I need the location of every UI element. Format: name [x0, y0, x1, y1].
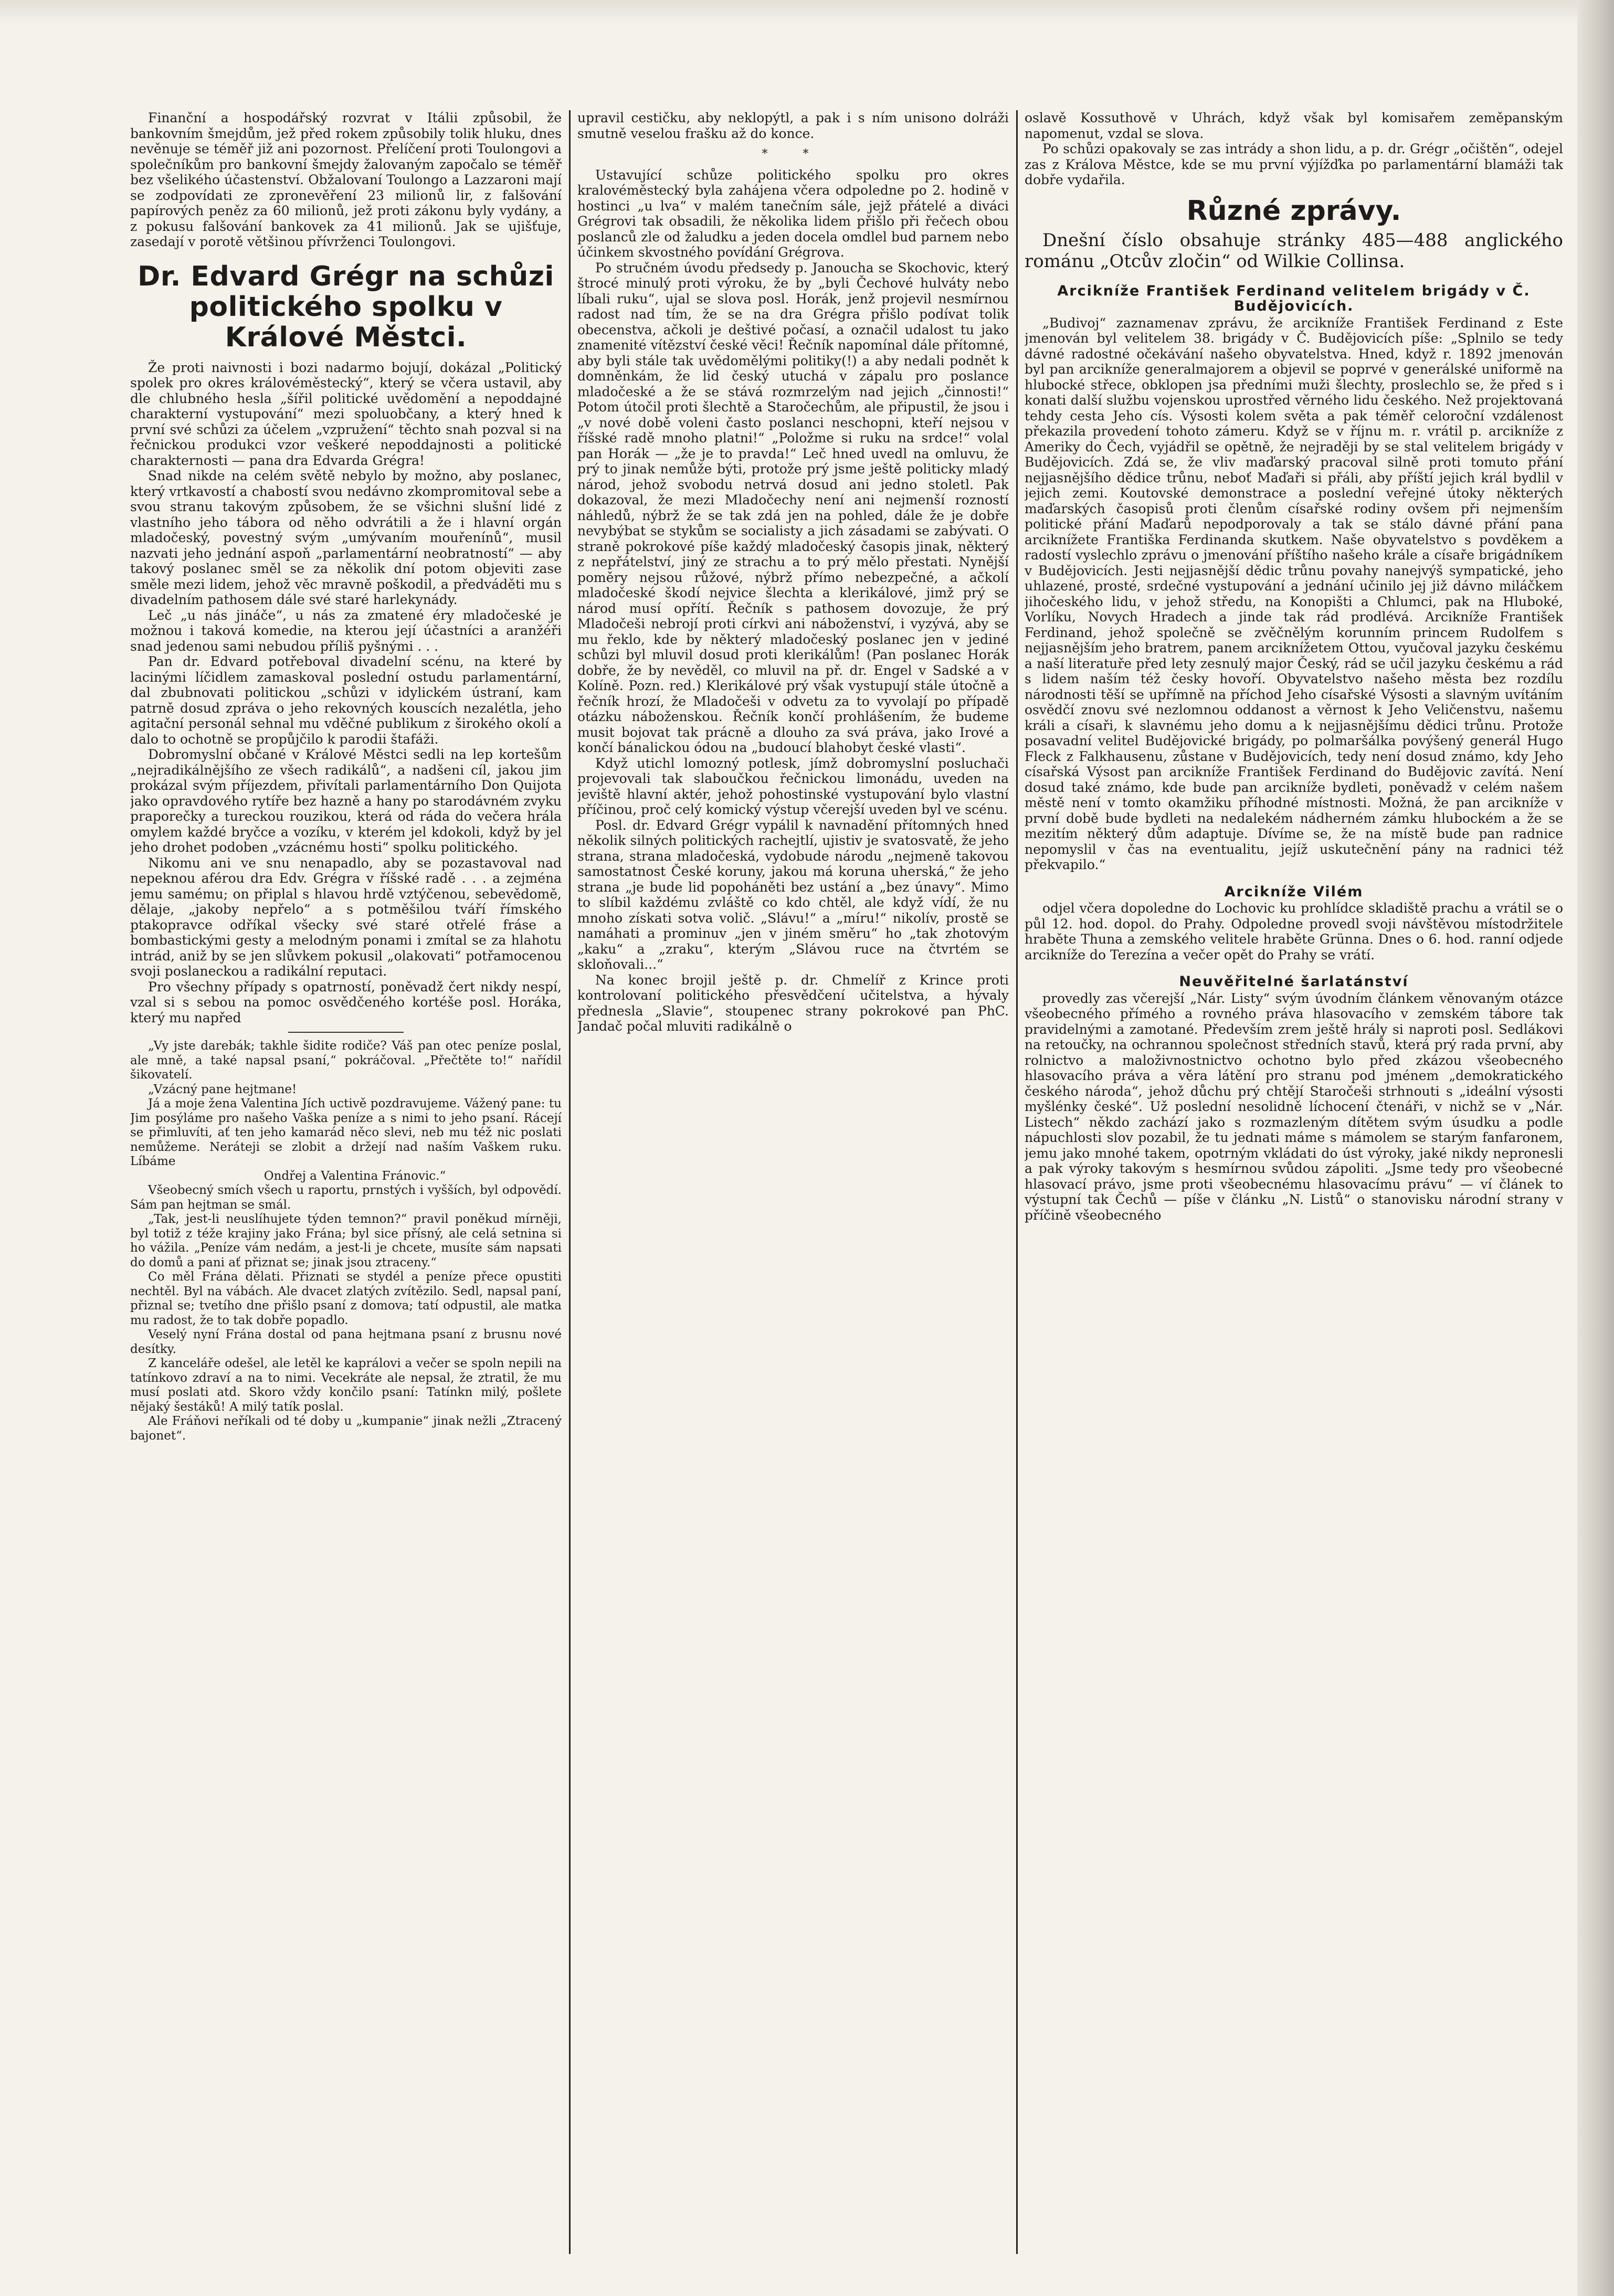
scan-top-edge [0, 0, 1577, 25]
scan-right-edge [1577, 0, 1614, 2296]
story-signature: Ondřej a Valentina Fránovic.“ [263, 1169, 446, 1183]
article-paragraph: Leč „u nás jináče“, u nás za zmatené éry mladočeské je možnou i taková komedie, na kterou její účastníci a aranžéři snad jedenou sami nebudou příliš pyšnými . . . [130, 607, 562, 654]
news-subheading: Arcikníže Vilém [1224, 883, 1364, 900]
news-paragraph: „Budivoj“ zaznamenav zprávu, že arcikníže František Ferdinand z Este jmenován byl velitelem 38. brigády v Č. Budějovicích píše: „Splnilo se tedy dávné radostné očekávání našeho obyvatelstva. Hned, když r. 1892 jmenován byl pan arcikníže generalmajorem a objevil se poprvé v generálské uniformě na hlubocké střece, obklopen jsa předními muži šlechty, proslechlo se, že před s i konati další službu vojenskou uprostřed věrného lidu českého. Než projektovaná tehdy cesta Jeho cís. Výsosti kolem světa a pak téměř celoroční vzdálenost překazila provedení tohoto zámeru. Když se v říjnu m. r. vrátil p. arcikníže z Ameriky do Čech, vyjádřil se opětně, že nejraději by se stal velitelem brigády v Budějovicích. Zdá se, že vliv maďarský pracoval silně proti tomuto přání nejjasnějšího dědice trůnu, neboť Maďaři si přáli, aby příští jejich král bydlil v jejich zemi. Koutovské demonstrace a poslední veřejné útoky některých maďarských časopisů proti členům císařské rodiny ovšem při nejmenším politické přání Maďarů nepodporovaly a tak se stálo dávné přání pana arciknížete Františka Ferdinanda skutkem. Naše obyvatelstvo s povděkem a radostí vyslechlo zprávu o jmenování příštího našeho krále a císaře brigádníkem v Budějovicích. Jesti nejjasnější dědic trůnu povahy nanejvýš sympatické, jeho uhlazené, prosté, srdečné vystupování a jednání učinilo jej již dávno miláčkem jihočeského lidu, v jehož středu, na Konopišti a Chlumci, pak na Hluboké, Vorlíku, Novych Hradech a jinde tak rád prodlévá. Arcikníže František Ferdinand, jehož společně se zvěčnělým korunním princem Rudolfem s nejjasnějším jeho bratrem, panem arciknížetem Ottou, vyučoval jazyku českému a naší literatuře před lety zesnulý major Český, rád se učil jazyku českému a rád s lidem naším též česky hovoří. Obyvatelstvo našeho města bez rozdílu národnosti těší se upřímně na příchod Jeho císařské Výsosti a slavným uvítáním osvědčí znovu své nezlomnou oddanost a věrnost k Jeho Veličenstvu, našemu králi a císaři, k slavnému jeho domu a k nejjasnějšímu dědici trůnu. Protože posavadní velitel Budějovické brigády, po polmaršálka povýšený generál Hugo Fleck z Falkhausenu, zůstane v Budějovicích, tedy není dosud známo, kdy Jeho císařská Výsost pan arcikníže František Ferdinand do Budějovic zavítá. Není dosud také známo, kde bude pan arcikníže bydleti, poněvadž v celém našem městě není v tomto okamžiku příhodné místnosti. Možná, že pan arcikníže v první době bude bydleti na nedalekém nádherném zámku hlubockém a že se mezitím některý dům adaptuje. Dívíme se, že na místě bude pan radnice nepomyslil v čas na eventualitu, jejíž uskutečnění pány na radnici též překvapilo.“ [1025, 315, 1563, 872]
story-paragraph: Já a moje žena Valentina Jích uctivě pozdravujeme. Vážený pane: tu Jim posýláme pro našeho Vaška peníze a s nimi to jeho psaní. Rácejí se přimluvíti, ať ten jeho kamarád něco slevi, neb mu též nic poslati nemůžeme. Neráteji se zlobit a držejí nad naším Vaškem ruku. Líbáme [130, 1097, 562, 1168]
column-2 [577, 110, 1009, 2254]
column-rule [1016, 110, 1018, 2254]
article-paragraph: Na konec brojil ještě p. dr. Chmelíř z Krince proti kontrolovaní politického přesvědčení učitelstva, a hývaly přednesla „Slavie“, stoupenec strany pokrokové pan PhC. Jandač počal mluviti radikálně o [577, 972, 1009, 1034]
article-paragraph: Dobromyslní občané v Králové Městci sedli na lep kortešům „nejradikálnějšího ze všech radikálů“, a nadšeni cíl, jakou jim prokázal svým příjezdem, přivítali parlamentárního Don Quijota jako opravdového rytíře bez hazně a hany po starodávném zvyku praporečky a tureckou rouzikou, která od ráda do večera hrála omylem každé bryčce a vozíku, v kterém jel kdokoli, když by jel jeho drohet podoben „vzácnému hosti“ spolku politického. [130, 747, 562, 855]
section-title: Různé zprávy. [1186, 195, 1401, 227]
column-rule [569, 110, 571, 2254]
story-paragraph: Ale Fráňovi neříkali od té doby u „kumpanie“ jinak nežli „Ztracený bajonet“. [130, 1414, 562, 1443]
feuilleton-story [130, 1039, 562, 1443]
story-paragraph: Z kanceláře odešel, ale letěl ke kaprálovi a večer se spoln nepili na tatínkovo zdraví a na to nimi. Vecekráte ale nepsal, že ztratil, že mu musí poslati atd. Skoro vždy končilo psaní: Tatínkn milý, pošlete nějaký šestáků! A milý tatík poslal. [130, 1357, 562, 1414]
story-paragraph: Veselý nyní Frána dostal od pana hejtmana psaní z brusnu nové desítky. [130, 1328, 562, 1356]
article-paragraph: upravil cestičku, aby neklopýtl, a pak i s ním unisono dolráži smutně veselou frašku až do konce. [577, 110, 1009, 141]
asterism: * * [762, 147, 825, 161]
column-1 [130, 110, 562, 2254]
news-subheading: Arcikníže František Ferdinand velitelem brigády v Č. Budějovicích. [1057, 282, 1531, 314]
story-paragraph: „Vzácný pane hejtmane! [148, 1082, 297, 1096]
article-paragraph: Pro všechny případy s opatrností, poněvadž čert nikdy nespí, vzal si s sebou na pomoc osvědčeného kortéše posl. Horáka, který mu napřed [130, 979, 562, 1025]
gregr-headline: Dr. Edvard Grégr na schůzi politického spolku v Králové Městci. [138, 260, 554, 353]
separator-rule [288, 1032, 404, 1033]
story-paragraph: Všeobecný smích všech u raportu, prnstých i vyšších, byl odpovědí. Sám pan hejtman se smál. [130, 1183, 562, 1212]
article-paragraph: Že proti naivnosti i bozi nadarmo bojují, dokázal „Politický spolek pro okres královéměstecký“, který se včera ustavil, aby dle chlubného hesla „šířil politické uvědomění a nepoddajné charakterní vystupování“ mezi spoluobčany, a který hned k první své schůzi za účelem „vzpružení“ těchto snah pozval si na řečnickou produkci vzor veškeré nepoddajnosti a politické charakternosti — pana dra Edvarda Grégra! [130, 359, 562, 468]
column-3 [1025, 110, 1563, 2254]
text-columns [130, 110, 1563, 2254]
news-paragraph: provedly zas včerejší „Nár. Listy“ svým úvodním článkem věnovaným otázce všeobecného přímého a rovného práva hlasovacího v zemském tábore tak pravidelnými a zamotané. Především zrem ještě hrály si naproti posl. Sedlákovi na retoučky, na ochrannou společnost středních stavů, která prý rada první, aby rolnictvo a maloživnostnictvo ochotno bylo před zkázou všeobecného hlasovacího práva a věra látění pro stranu pod jménem „demokratického českého národa“, jehož důchu prý chtějí Staročeši strhnouti s „ideální výsosti myšlénky české“. Už poslední nesolidně líchocení čtenáři, v nichž se v „Nár. Listech“ někdo zachází jako s rozmazleným dítětem svým úsudku a podle nápuchlosti slov pozabil, že tu jednati máme s mámolem se starým fanfaronem, jemu jako mnohé takem, opotrným vkládati do úst výroky, jaké nikdy nepronesli a pak výroky takovým s hesmírnou svůdou zápoliti. „Jsme tedy pro všeobecné hlasovací právo, jsme proti všeobecnému hlasovacímu právu“ — ví článek to výstupní tak Čechů — píše v článku „N. Listů“ o stanovisku národní strany v příčině všeobecného [1025, 990, 1563, 1223]
story-paragraph: Co měl Frána dělati. Přiznati se stydél a peníze přece opustiti nechtěl. Byl na vábách. Ale dvacet zlatých zvítězilo. Sedl, napsal paní, přiznal se; tvetího dne přišlo psaní z domova; tatí odpustil, ale matka mu radost, že to tak dobře popadlo. [130, 1270, 562, 1327]
lead-notice: Dnešní číslo obsahuje stránky 485—488 anglického románu „Otcův zločin“ od Wilkie Collinsa. [1025, 229, 1563, 272]
article-paragraph: Nikomu ani ve snu nenapadlo, aby se pozastavoval nad nepeknou aférou dra Edv. Grégra v říšské radě . . . a zejména jemu samému; on připlal s hlavou hrdě vztýčenou, sebevědomě, dělaje, „jakoby nepřelo“ a s potměšilou tváří římského ptakopravce odříkal všecky své staré otřelé fráse a bombastickými gesty a melodným ponami i zmítal se za hlahotu intrád, aniž by se jen slůvkem pokusil „olakovati“ potřamocenou svoji poslaneckou a radikální reputaci. [130, 855, 562, 979]
article-paragraph: Snad nikde na celém světě nebylo by možno, aby poslanec, který vrtkavostí a chabostí svou nedávno zkompromitoval sebe a svou stranu takovým způsobem, že se všichni slušní lidé z vlastního jeho tábora od něho odvrátili a že i hlavní orgán mladočeský, povestný svým „umývaním mouřenínů“, musil nazvati jeho jednání aspoň „parlamentární neobratností“ — aby takový poslanec směl se za několik dní potom objeviti zase směle mezi lidem, jehož věc mravně poškodil, a předváděti mu s divadelním pathosem dále své staré harlekynády. [130, 468, 562, 607]
article-paragraph: Pan dr. Edvard potřeboval divadelní scénu, na které by lacinými líčidlem zamaskoval poslední ostudu parlamentární, dal zbubnovati politickou „schůzi v idylickém ústraní, kam patrně dosud zpráva o jeho rekovných kouscích nezalétla, jeho agitační personál sehnal mu vděčné publikum z širokého okolí a dalo to ochotně se propůjčilo k parodii štafáži. [130, 654, 562, 747]
article-paragraph: oslavě Kossuthově v Uhrách, když však byl komisařem zeměpanským napomenut, vzdal se slova. [1025, 110, 1563, 141]
article-paragraph: Když utichl lomozný potlesk, jímž dobromyslní posluchači projevovali tak slaboučkou řečnickou limonádu, uveden na jeviště hlavní aktér, jehož pohostinské vystupování bylo vlastní příčinou, proč celý komický výstup včerejší uveden byl ve scénu. [577, 755, 1009, 817]
article-paragraph: Po schůzi opakovaly se zas intrády a shon lidu, a p. dr. Grégr „očištěn“, odejel zas z Králova Městce, kde se mu první výjížďka po parlamentární blamáži tak dobře vydařila. [1025, 141, 1563, 187]
article-paragraph: Ustavující schůze politického spolku pro okres kralovéměstecký byla zahájena včera odpoledne po 2. hodině v hostinci „u lva“ v malém tanečním sále, jejž přátelé a diváci Grégrovi tak obsadili, že několika lidem přišlo při řečech obou poslanců zle od žaludku a jeden docela omdlel bud parnem nebo účinkem skvostného povídání Grégrova. [577, 167, 1009, 260]
news-paragraph: odjel včera dopoledne do Lochovic ku prohlídce skladiště prachu a vrátil se o půl 12. hod. dopol. do Prahy. Odpoledne provedl svoji návštěvou místodržitele hraběte Thuna a zemského velitele hraběte Grünna. Dnes o 6. hod. ranní odjede arcikníže do Terezína a večer opět do Prahy se vrátí. [1025, 901, 1563, 962]
article-paragraph: Po stručném úvodu předsedy p. Janoucha se Skochovic, který štrocé minulý proti výroku, že by „byli Čechové hulváty nebo líbali ruku“, ujal se slova posl. Horák, jenž projevil nesmírnou radost nad tím, že se na dra Grégra přišlo podívat tolik obecenstva, ačkoli je deštivé počasí, a označil udalost tu jako znamenité vítězství české věci! Řečník napomínal dále přítomné, aby byli stále tak uvědomělými politiky(!) a aby nedali podnět k domněnkám, že lid český utuchá v zápalu pro poslance mladočeské a že se stává rozmrzelým nad jejich „činnosti!“ Potom útočil proti šlechtě a Staročechům, ale připustil, že jsou i „v nové době voleni často poslanci neschopni, kteří nejsou v říšské radě mnoho platni!“ „Položme si ruku na srdce!“ volal pan Horák — „že je to pravda!“ Leč hned uvedl na omluvu, že prý to jinak nemůže býti, protože prý jsme ještě politicky mladý národ, jehož svobodu netrvá dosud ani jedno stoletl. Pak dokazoval, že mezi Mladočechy není ani nejmenší rozností náhledů, nýbrž že se tak zdá jen na pohled, dále že je dobře nevybýbat se stykům se socialisty a jich zásadami se zabývati. O straně pokrokové píše každý mladočeský časopis jinak, některý z nepřátelství, jiný ze strachu a to prý mělo přestati. Nynější poměry nejsou růžové, nýbrž přímo nebezpečné, a ačkolí mladočeské škodí nejvice šlechta a klerikálové, jimž prý se národ musí opřítí. Řečník s pathosem dovozuje, že prý Mladočeši nebrojí proti církvi ani náboženství, i vyzývá, aby se mu řeklo, kde by některý mladočeský poslanec jen v jediné schůzi byl mluvil dosud proti klerikálům! (Pan poslanec Horák dobře, že by nevěděl, co mluvil na př. dr. Engel v Sadské a v Kolíně. Pozn. red.) Klerikálové prý však vystupují stále útočně a řečník hrozí, že Mladočeši v odvetu za to vyvolají po případě otázku náboženskou. Řečník končí prohlášením, že budeme musit bojovat tak prácně a dlouho za svá práva, jako Irové a končí bánalickou ódou na „budoucí blahobyt české vlasti“. [577, 260, 1009, 755]
story-paragraph: „Vy jste darebák; takhle šidite rodiče? Váš pan otec peníze poslal, ale mně, a také napsal psaní,“ pokráčoval. „Přečtěte to!“ nařídil šikovatelí. [130, 1039, 562, 1082]
story-paragraph: „Tak, jest-li neuslíhujete týden temnon?“ pravil poněkud mírněji, byl totiž z téže krajiny jako Frána; byl sice přísný, ale celá setnina si ho vážila. „Peníze vám nedám, a jest-li je chcete, musíte sám napsati do domů a pani ať přiznat se; jinak jsou ztraceny.“ [130, 1212, 562, 1269]
news-subheading: Neuvěřitelné šarlatánství [1179, 974, 1409, 990]
italy-paragraph: Finanční a hospodářský rozvrat v Itálii způsobil, že bankovním šmejdům, jež před rokem způsobily tolik hluku, dnes nevěnuje se téměř již ani pozornost. Přelíčení proti Toulongovi a společníkům pro bankovní šmejdy žalovaným započalo se téměř bez všelikého účastenství. Obžalovaní Toulongo a Lazzaroni mají se zodpovídati ze zpronevěření 23 milionů lir, z falšování papírových peněz za 60 milionů, jež proti zákonu byly vydány, a z pokusu falšování bankovek za 41 milionů. Jak se ujišťuje, zasedají v porotě většinou přívrženci Toulongovi. [130, 110, 562, 249]
article-paragraph: Posl. dr. Edvard Grégr vypálil k navnadění přítomných hned několik silných politických rachejtlí, ujistiv je svatosvatě, že jeho strana, strana mladočeská, vydobude národu „nejmeně takovou samostatnost České koruny, jakou má koruna uherská,“ že jeho strana „je bude lid popoháněti bez ustání a „bez únavy“. Mimo to slíbil každému zvláště co kdo chtěl, ale když vídí, že nu mnoho získati sotva volič. „Slávu!“ a „míru!“ nikolív, prostě se namáhati a prominuv „jen v jiném směru“ ho „tak zhotovým „kaku“ a „zraku“, kterým „Slávou ruce na čtvrtém se skloňovali...“ [577, 817, 1009, 972]
